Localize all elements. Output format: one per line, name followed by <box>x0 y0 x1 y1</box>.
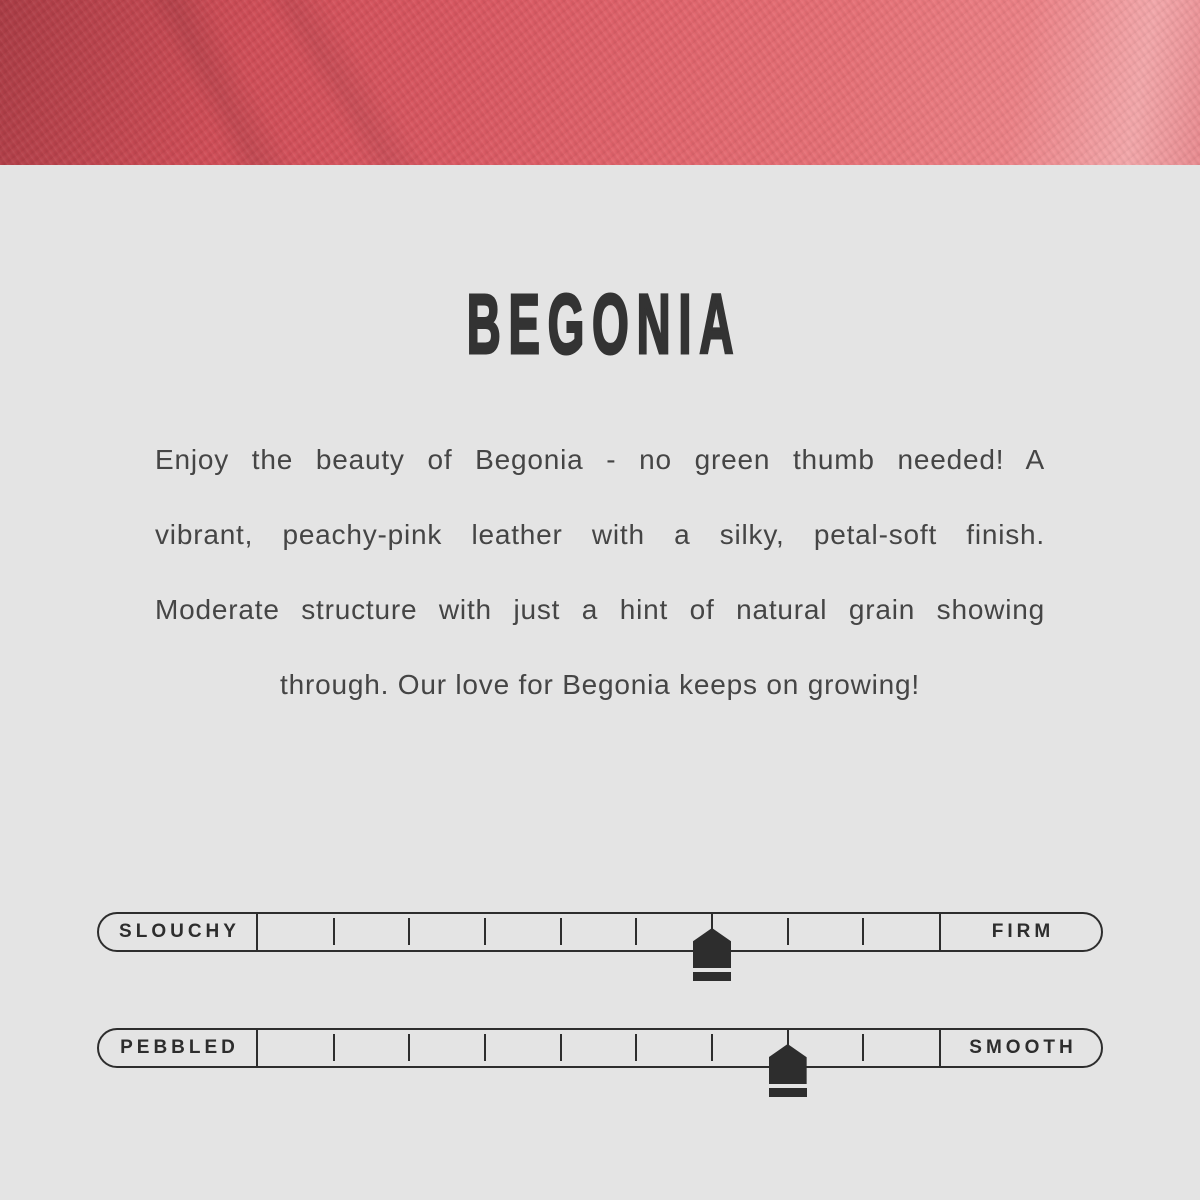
scale-tick <box>333 918 335 945</box>
scale-tick <box>484 918 486 945</box>
scale-left-label: PEBBLED <box>99 1030 258 1066</box>
scale-tick <box>711 1034 713 1061</box>
scale-tick <box>560 918 562 945</box>
leather-swatch-photo <box>0 0 1200 165</box>
color-description <box>155 422 1045 722</box>
scale-pebbled-smooth <box>97 1028 1103 1068</box>
scale-tick <box>787 1030 789 1046</box>
marker-head <box>769 1044 807 1084</box>
scale-tick <box>408 1034 410 1061</box>
description-line: Enjoy the beauty of Begonia - no green thumb needed! A <box>155 444 1045 475</box>
scale-tick <box>333 1034 335 1061</box>
scale-tick <box>862 918 864 945</box>
marker-head <box>693 928 731 968</box>
title-area <box>0 268 1200 380</box>
scale-track <box>258 914 939 950</box>
scale-tick <box>862 1034 864 1061</box>
scale-marker-icon <box>693 928 731 981</box>
scale-right-label: SMOOTH <box>939 1030 1101 1066</box>
scale-tick <box>787 918 789 945</box>
marker-strip <box>693 972 731 981</box>
description-line: through. Our love for Begonia keeps on growing! <box>280 669 920 700</box>
description-line: vibrant, peachy-pink leather with a silky, petal-soft finish. <box>155 519 1045 550</box>
scale-right-label: FIRM <box>939 914 1101 950</box>
page-title: BEGONIA <box>466 277 742 371</box>
scale-tick <box>635 1034 637 1061</box>
scale-tick <box>635 918 637 945</box>
scale-left-label: SLOUCHY <box>99 914 258 950</box>
leather-crease-highlights <box>0 0 1200 165</box>
scale-track <box>258 1030 939 1066</box>
scale-tick <box>408 918 410 945</box>
scale-slouchy-firm <box>97 912 1103 952</box>
scale-tick <box>484 1034 486 1061</box>
scale-tick <box>711 914 713 930</box>
description-line: Moderate structure with just a hint of natural grain showing <box>155 594 1045 625</box>
scale-tick <box>560 1034 562 1061</box>
scale-marker-icon <box>769 1044 807 1097</box>
marker-strip <box>769 1088 807 1097</box>
